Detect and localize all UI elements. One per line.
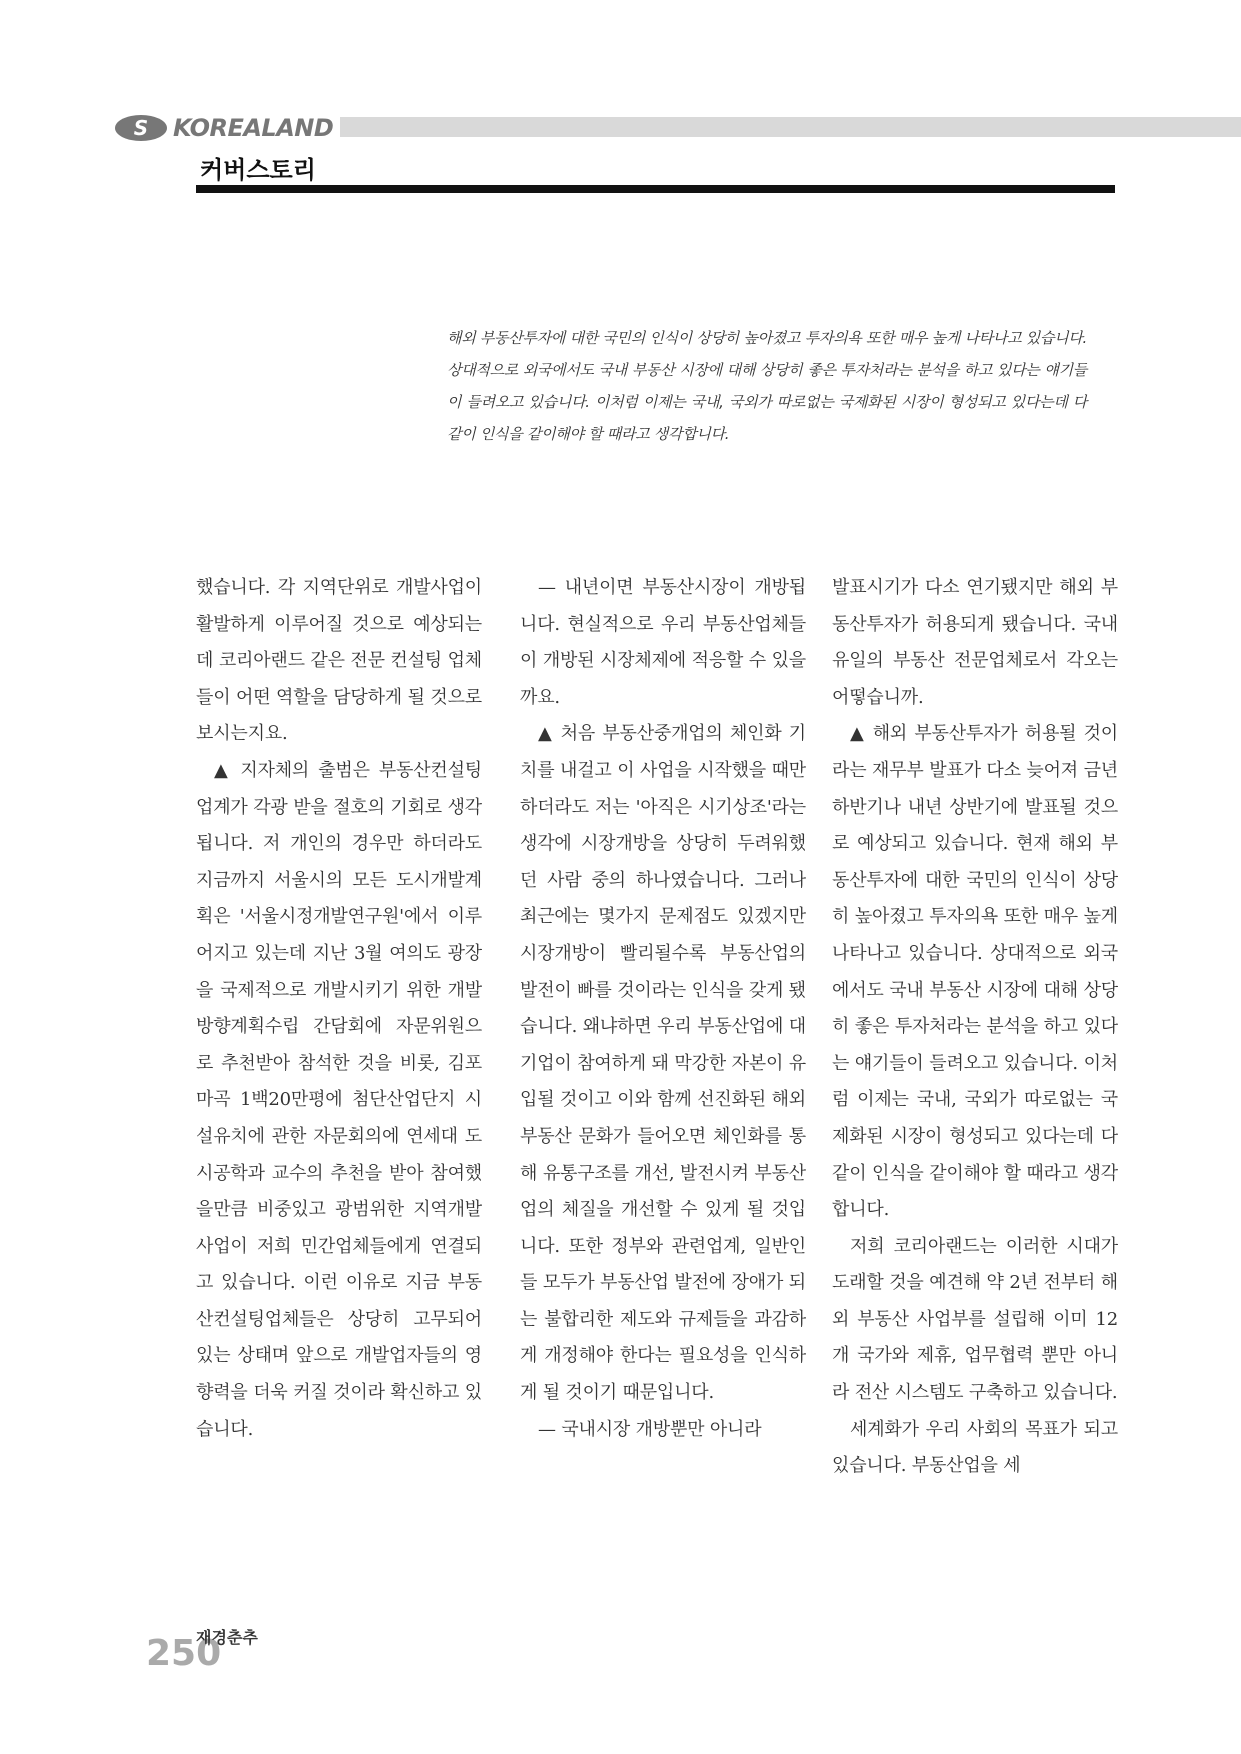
- text-column-1: [196, 570, 482, 1448]
- question: — 국내시장 개방뿐만 아니라: [538, 1418, 762, 1440]
- header-band: [340, 117, 1241, 137]
- paragraph: 했습니다. 각 지역단위로 개발사업이 활발하게 이루어질 것으로 예상되는데 코리아랜드 같은 전문 컨설팅 업체들이 어떤 역할을 담당하게 될 것으로 보시는지요.: [196, 577, 482, 745]
- section-label: 커버스토리: [200, 156, 316, 184]
- text-column-3: [832, 570, 1118, 1485]
- paragraph: ▲ 처음 부동산중개업의 체인화 기치를 내걸고 이 사업을 시작했을 때만 하더라도 저는 '아직은 시기상조'라는 생각에 시장개방을 상당히 두려워했던 사람 중의 하나였습니다. 그러나 최근에는 몇가지 문제점도 있겠지만 시장개방이 빨리될수록 부동산업의 발전이 빠를 것이라는 인식을 갖게 됐습니다. 왜냐하면 우리 부동산업에 대기업이 참여하게 돼 막강한 자본이 유입될 것이고 이와 함께 선진화된 해외부동산 문화가 들어오면 체인화를 통해 유통구조를 개선, 발전시켜 부동산업의 체질을 개선할 수 있게 될 것입니다. 또한 정부와 관련업계, 일반인들 모두가 부동산업 발전에 장애가 되는 불합리한 제도와 규제들을 과감하게 개정해야 한다는 필요성을 인식하게 될 것이기 때문입니다.: [520, 723, 806, 1404]
- lead-paragraph: 해외 부동산투자에 대한 국민의 인식이 상당히 높아졌고 투자의욕 또한 매우 높게 나타나고 있습니다. 상대적으로 외국에서도 국내 부동산 시장에 대해 상당히 좋은 투자처라는 분석을 하고 있다는 얘기들이 들려오고 있습니다. 이처럼 이제는 국내, 국외가 따로없는 국제화된 시장이 형성되고 있다는데 다같이 인식을 같이해야 할 때라고 생각합니다.: [447, 329, 1087, 443]
- text-column-2: [520, 570, 806, 1448]
- header-rule: [196, 185, 1115, 193]
- paragraph: ▲ 지자체의 출범은 부동산컨설팅업계가 각광 받을 절호의 기회로 생각됩니다. 저 개인의 경우만 하더라도 지금까지 서울시의 모든 도시개발계획은 '서울시정개발연구원'에서 이루어지고 있는데 지난 3월 여의도 광장을 국제적으로 개발시키기 위한 개발방향계획수립 간담회에 자문위원으로 추천받아 참석한 것을 비롯, 김포마곡 1백20만평에 첨단산업단지 시설유치에 관한 자문회의에 연세대 도시공학과 교수의 추천을 받아 참여했을만큼 비중있고 광범위한 지역개발사업이 저희 민간업체들에게 연결되고 있습니다. 이런 이유로 지금 부동산컨설팅업체들은 상당히 고무되어 있는 상태며 앞으로 개발업자들의 영향력을 더욱 커질 것이라 확신하고 있습니다.: [196, 759, 482, 1440]
- paragraph: 세계화가 우리 사회의 목표가 되고 있습니다. 부동산업을 세: [832, 1418, 1118, 1477]
- logo-text: KOREALAND: [173, 114, 334, 142]
- paragraph: ▲ 해외 부동산투자가 허용될 것이라는 재무부 발표가 다소 늦어져 금년 하반기나 내년 상반기에 발표될 것으로 예상되고 있습니다. 현재 해외 부동산투자에 대한 국민의 인식이 상당히 높아졌고 투자의욕 또한 매우 높게 나타나고 있습니다. 상대적으로 외국에서도 국내 부동산 시장에 대해 상당히 좋은 투자처라는 분석을 하고 있다는 얘기들이 들려오고 있습니다. 이처럼 이제는 국내, 국외가 따로없는 국제화된 시장이 형성되고 있다는데 다같이 인식을 같이해야 할 때라고 생각합니다.: [832, 723, 1118, 1221]
- page-number: 250: [146, 1633, 222, 1674]
- paragraph: 발표시기가 다소 연기됐지만 해외 부동산투자가 허용되게 됐습니다. 국내 유일의 부동산 전문업체로서 각오는 어떻습니까.: [832, 577, 1118, 708]
- korealand-logo: [115, 113, 333, 143]
- question: — 내년이면 부동산시장이 개방됩니다. 현실적으로 우리 부동산업체들이 개방된 시장체제에 적응할 수 있을까요.: [520, 577, 806, 708]
- logo-mark-icon: S: [115, 115, 167, 141]
- publication-name: 재경춘추: [196, 1628, 258, 1647]
- paragraph: 저희 코리아랜드는 이러한 시대가 도래할 것을 예견해 약 2년 전부터 해외 부동산 사업부를 설립해 이미 12개 국가와 제휴, 업무협력 뿐만 아니라 전산 시스템도 구축하고 있습니다.: [832, 1235, 1118, 1404]
